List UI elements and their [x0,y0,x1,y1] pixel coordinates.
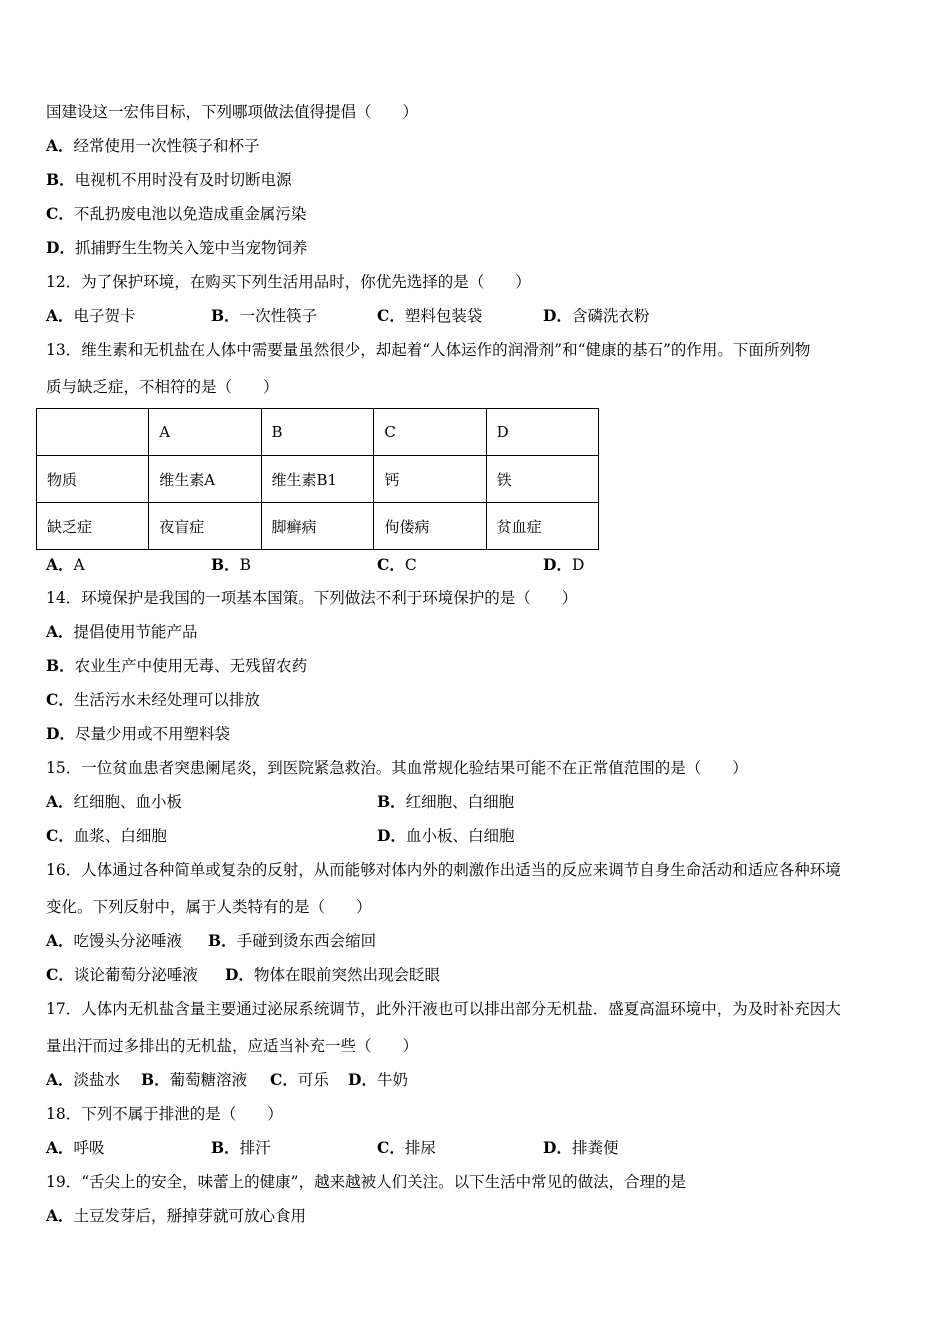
q18-option-c [377,1138,436,1158]
q12-stem: 12．为了保护环境，在购买下列生活用品时，你优先选择的是（ ） [46,273,531,291]
option-label: B． [141,1070,170,1089]
q11-option-c [46,204,306,224]
option-label: A． [46,1206,74,1225]
q19-stem: 19．“舌尖上的安全，味蕾上的健康”，越来越被人们关注。以下生活中常见的做法，合理的是 [46,1173,687,1191]
q16-option-c [46,965,198,985]
option-text: 吃馒头分泌唾液 [73,932,183,950]
option-text: 排汗 [239,1139,271,1157]
q13-option-c [377,555,417,575]
option-label: C． [46,690,74,709]
q19-option-a [46,1206,306,1226]
table-cell: 铁 [486,456,598,503]
table-cell: 贫血症 [486,503,598,550]
option-text: 提倡使用节能产品 [73,623,198,641]
q17-stem-line1: 17．人体内无机盐含量主要通过泌尿系统调节，此外汗液也可以排出部分无机盐．盛夏高温环境中，为及时补充因大 [46,1000,841,1018]
q13-option-a [46,555,85,575]
option-label: C． [377,306,405,325]
option-label: C． [46,965,74,984]
option-text: 排粪便 [571,1139,619,1157]
option-label: A． [46,931,74,950]
option-label: C． [46,204,74,223]
option-label: C． [377,1138,405,1157]
option-text: 农业生产中使用无毒、无残留农药 [74,657,308,675]
option-text: 抓捕野生生物关入笼中当宠物饲养 [74,239,308,257]
q18-stem: 18．下列不属于排泄的是（ ） [46,1105,283,1123]
option-text: 血小板、白细胞 [405,827,515,845]
option-label: D． [46,724,75,743]
option-text: 经常使用一次性筷子和杯子 [73,137,260,155]
option-text: 手碰到烫东西会缩回 [236,932,377,950]
option-label: D． [543,306,572,325]
q17-option-a [46,1070,120,1090]
table-cell: C [374,409,486,456]
option-text: 含磷洗衣粉 [571,307,650,325]
option-label: C． [46,826,74,845]
q14-option-c [46,690,260,710]
table-cell: 维生素B1 [261,456,374,503]
table-header-row [37,409,599,456]
table-row [37,503,599,550]
option-text: 葡萄糖溶液 [169,1071,248,1089]
q13-stem-line2: 质与缺乏症，不相符的是（ ） [46,378,279,396]
option-text: 可乐 [297,1071,329,1089]
table-cell: 夜盲症 [149,503,261,550]
table-cell: 维生素A [149,456,261,503]
q12-option-d [543,306,649,326]
q12-option-a [46,306,136,326]
table-cell: D [486,409,598,456]
q15-stem: 15．一位贫血患者突患阑尾炎，到医院紧急救治。其血常规化验结果可能不在正常值范围的是（ ） [46,759,748,777]
table-cell: 钙 [374,456,486,503]
option-label: B． [46,170,75,189]
option-text: 排尿 [404,1139,436,1157]
option-text: C [404,556,417,574]
option-text: 土豆发芽后，掰掉芽就可放心食用 [73,1207,307,1225]
option-label: D． [377,826,406,845]
option-text: 物体在眼前突然出现会眨眼 [253,966,440,984]
q17-option-b [141,1070,247,1090]
q13-option-d [543,555,584,575]
option-label: A． [46,1138,74,1157]
q16-option-d [225,965,440,985]
q16-stem-line2: 变化。下列反射中，属于人类特有的是（ ） [46,898,372,916]
q13-option-b [211,555,251,575]
option-text: 牛奶 [376,1071,408,1089]
option-label: B． [46,656,75,675]
q17-stem-line2: 量出汗而过多排出的无机盐，应适当补充一些（ ） [46,1037,419,1055]
option-text: 呼吸 [73,1139,105,1157]
option-text: B [239,556,251,574]
q13-stem-line1: 13．维生素和无机盐在人体中需要量虽然很少，却起着“人体运作的润滑剂”和“健康的基石”的作用。下面所列物 [46,341,811,359]
option-text: 淡盐水 [73,1071,121,1089]
table-cell: B [261,409,374,456]
q15-option-d [377,826,514,846]
q11-option-b [46,170,292,190]
q16-option-b [208,931,376,951]
option-label: A． [46,1070,74,1089]
q18-option-a [46,1138,105,1158]
option-label: B． [211,306,240,325]
option-label: A． [46,622,74,641]
q17-option-c [270,1070,329,1090]
option-label: A． [46,136,74,155]
q17-option-d [348,1070,408,1090]
option-label: A． [46,306,74,325]
option-label: B． [211,555,240,574]
option-text: 红细胞、白细胞 [405,793,515,811]
option-label: D． [543,1138,572,1157]
table-cell: A [149,409,261,456]
option-label: B． [208,931,237,950]
option-label: A． [46,792,74,811]
option-text: 红细胞、血小板 [73,793,183,811]
q11-option-d [46,238,307,258]
option-label: D． [46,238,75,257]
q16-stem-line1: 16．人体通过各种简单或复杂的反射，从而能够对体内外的刺激作出适当的反应来调节自身生命活动和适应各种环境 [46,861,841,879]
option-text: 一次性筷子 [239,307,318,325]
option-label: D． [225,965,254,984]
q14-stem: 14．环境保护是我国的一项基本国策。下列做法不利于环境保护的是（ ） [46,589,578,607]
q12-option-c [377,306,482,326]
option-text: D [571,556,585,574]
q13-table [36,408,599,550]
q14-option-a [46,622,198,642]
option-text: 电视机不用时没有及时切断电源 [74,171,292,189]
q18-option-d [543,1138,618,1158]
option-text: 塑料包装袋 [404,307,483,325]
option-text: 生活污水未经处理可以排放 [73,691,260,709]
q15-option-b [377,792,514,812]
table-cell: 物质 [37,456,149,503]
q15-option-a [46,792,182,812]
option-label: D． [348,1070,377,1089]
q15-option-c [46,826,167,846]
q11-option-a [46,136,260,156]
q16-option-a [46,931,182,951]
option-label: C． [377,555,405,574]
option-label: D． [543,555,572,574]
option-text: 谈论葡萄分泌唾液 [73,966,198,984]
option-text: 血浆、白细胞 [73,827,167,845]
option-label: A． [46,555,74,574]
q12-option-b [211,306,317,326]
option-label: B． [377,792,406,811]
option-text: 不乱扔废电池以免造成重金属污染 [73,205,307,223]
table-cell [37,409,149,456]
option-text: 电子贺卡 [73,307,136,325]
option-label: B． [211,1138,240,1157]
q11-stem: 国建设这一宏伟目标，下列哪项做法值得提倡（ ） [46,103,419,121]
q14-option-b [46,656,307,676]
option-text: 尽量少用或不用塑料袋 [74,725,230,743]
option-text: A [73,556,85,574]
table-cell: 佝偻病 [374,503,486,550]
option-label: C． [270,1070,298,1089]
table-cell: 脚癣病 [261,503,374,550]
table-row [37,456,599,503]
table-cell: 缺乏症 [37,503,149,550]
q14-option-d [46,724,230,744]
q18-option-b [211,1138,271,1158]
